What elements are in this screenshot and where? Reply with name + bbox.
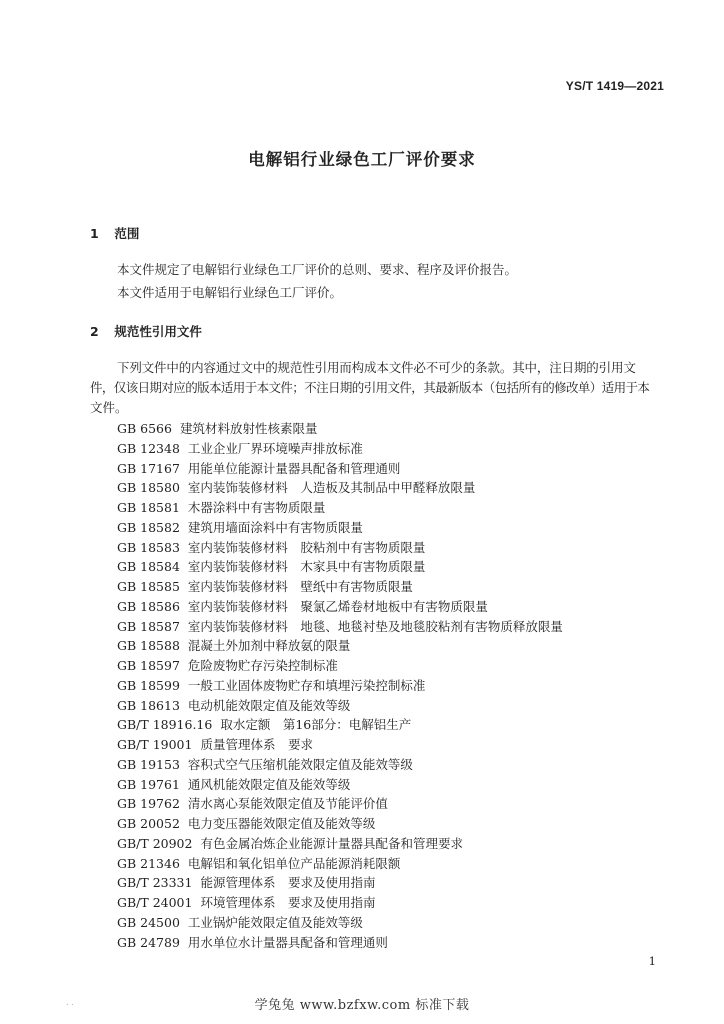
reference-item — [117, 715, 677, 735]
reference-title: 建筑用墙面涂料中有害物质限量 — [187, 519, 363, 535]
section-title: 规范性引用文件 — [114, 324, 202, 339]
reference-item — [117, 656, 677, 676]
reference-code: GB 12348 — [117, 440, 180, 456]
reference-item — [117, 735, 677, 755]
reference-code: GB/T 18916.16 — [117, 717, 213, 733]
reference-code: GB 17167 — [117, 460, 180, 476]
reference-list — [117, 419, 677, 952]
reference-title: 环境管理体系 要求及使用指南 — [200, 895, 376, 910]
reference-code: GB 18588 — [117, 638, 180, 654]
reference-code: GB 18613 — [117, 697, 180, 713]
reference-item — [117, 933, 677, 953]
reference-title: 建筑材料放射性核素限量 — [179, 421, 318, 436]
reference-code: GB 18585 — [117, 579, 180, 594]
reference-code: GB 18587 — [117, 618, 180, 634]
reference-item — [117, 814, 677, 834]
reference-code: GB 18597 — [117, 658, 180, 673]
reference-title: 室内装饰装修材料 木家具中有害物质限量 — [187, 559, 426, 575]
reference-code: GB 18583 — [117, 539, 180, 555]
reference-title: 清水离心泵能效限定值及节能评价值 — [187, 796, 388, 812]
reference-code: GB 6566 — [117, 421, 172, 436]
reference-title: 混凝土外加剂中释放氨的限量 — [187, 638, 351, 654]
scope-paragraph-2: 本文件适用于电解铝行业绿色工厂评价。 — [117, 285, 343, 300]
intro-line-2: 件，仅该日期对应的版本适用于本文件；不注日期的引用文件，其最新版本（包括所有的修改单）适用于本 — [90, 380, 650, 395]
reference-item — [117, 913, 677, 933]
reference-item — [117, 617, 677, 637]
section-number: 1 — [90, 226, 99, 241]
reference-title: 室内装饰装修材料 聚氯乙烯卷材地板中有害物质限量 — [187, 598, 488, 614]
standard-code: YS/T 1419—2021 — [565, 79, 664, 93]
reference-title: 电力变压器能效限定值及能效等级 — [187, 816, 376, 831]
reference-title: 能源管理体系 要求及使用指南 — [200, 875, 376, 891]
reference-item — [117, 557, 677, 577]
reference-item — [117, 459, 677, 479]
reference-title: 工业企业厂界环境噪声排放标准 — [187, 440, 363, 456]
reference-code: GB 24500 — [117, 914, 180, 930]
reference-item — [117, 696, 677, 716]
reference-title: 室内装饰装修材料 胶粘剂中有害物质限量 — [187, 539, 426, 555]
reference-item — [117, 755, 677, 775]
reference-item — [117, 597, 677, 617]
reference-code: GB 24789 — [117, 934, 180, 950]
reference-title: 有色金属冶炼企业能源计量器具配备和管理要求 — [200, 835, 463, 851]
reference-title: 危险废物贮存污染控制标准 — [187, 658, 338, 673]
reference-item — [117, 518, 677, 538]
reference-title: 室内装饰装修材料 人造板及其制品中甲醛释放限量 — [187, 480, 476, 496]
reference-item — [117, 834, 677, 854]
reference-item — [117, 577, 677, 597]
reference-title: 电解铝和氧化铝单位产品能源消耗限额 — [187, 855, 401, 871]
reference-title: 容积式空气压缩机能效限定值及能效等级 — [187, 756, 413, 772]
reference-code: GB 19762 — [117, 796, 180, 812]
reference-item — [117, 478, 677, 498]
page-number: 1 — [648, 954, 656, 968]
intro-line-3: 文件。 — [90, 400, 128, 415]
reference-item — [117, 854, 677, 874]
reference-item — [117, 794, 677, 814]
reference-item — [117, 636, 677, 656]
reference-title: 室内装饰装修材料 地毯、地毯衬垫及地毯胶粘剂有害物质释放限量 — [187, 618, 563, 634]
reference-title: 一般工业固体废物贮存和填埋污染控制标准 — [187, 677, 426, 693]
section-2-heading — [90, 322, 202, 340]
document-title: 电解铝行业绿色工厂评价要求 — [248, 150, 476, 169]
reference-code: GB 21346 — [117, 855, 180, 871]
reference-code: GB 19153 — [117, 756, 180, 772]
reference-code: GB 20052 — [117, 816, 180, 831]
reference-code: GB/T 19001 — [117, 737, 193, 752]
reference-item — [117, 893, 677, 913]
reference-code: GB 18582 — [117, 519, 180, 535]
reference-code: GB 18586 — [117, 598, 180, 614]
scope-paragraph-1: 本文件规定了电解铝行业绿色工厂评价的总则、要求、程序及评价报告。 — [117, 262, 518, 277]
reference-title: 室内装饰装修材料 壁纸中有害物质限量 — [187, 579, 413, 594]
section-number: 2 — [90, 324, 99, 339]
section-title: 范围 — [114, 226, 140, 241]
reference-code: GB 18580 — [117, 480, 180, 496]
reference-title: 通风机能效限定值及能效等级 — [187, 776, 351, 792]
reference-item — [117, 439, 677, 459]
reference-code: GB/T 20902 — [117, 835, 193, 851]
reference-title: 电动机能效限定值及能效等级 — [187, 697, 351, 713]
reference-title: 工业锅炉能效限定值及能效等级 — [187, 914, 363, 930]
reference-code: GB/T 24001 — [117, 895, 193, 910]
intro-line-1: 下列文件中的内容通过文中的规范性引用而构成本文件必不可少的条款。其中，注日期的引用文 — [117, 360, 636, 375]
reference-title: 用水单位水计量器具配备和管理通则 — [187, 934, 388, 950]
reference-title: 质量管理体系 要求 — [200, 737, 313, 752]
reference-code: GB 18584 — [117, 559, 180, 575]
reference-code: GB 19761 — [117, 776, 180, 792]
scan-artifact: . . — [66, 998, 74, 1007]
reference-item — [117, 873, 677, 893]
reference-code: GB 18599 — [117, 677, 180, 693]
reference-title: 木器涂料中有害物质限量 — [187, 500, 326, 515]
reference-item — [117, 419, 677, 439]
section-1-heading — [90, 224, 139, 242]
reference-code: GB/T 23331 — [117, 875, 193, 891]
reference-item — [117, 676, 677, 696]
reference-code: GB 18581 — [117, 500, 180, 515]
reference-item — [117, 775, 677, 795]
reference-title: 用能单位能源计量器具配备和管理通则 — [187, 460, 401, 476]
watermark-footer: 学兔兔 www.bzfxw.com 标准下载 — [254, 998, 470, 1013]
reference-title: 取水定额 第16部分：电解铝生产 — [220, 717, 412, 733]
reference-item — [117, 498, 677, 518]
reference-item — [117, 538, 677, 558]
